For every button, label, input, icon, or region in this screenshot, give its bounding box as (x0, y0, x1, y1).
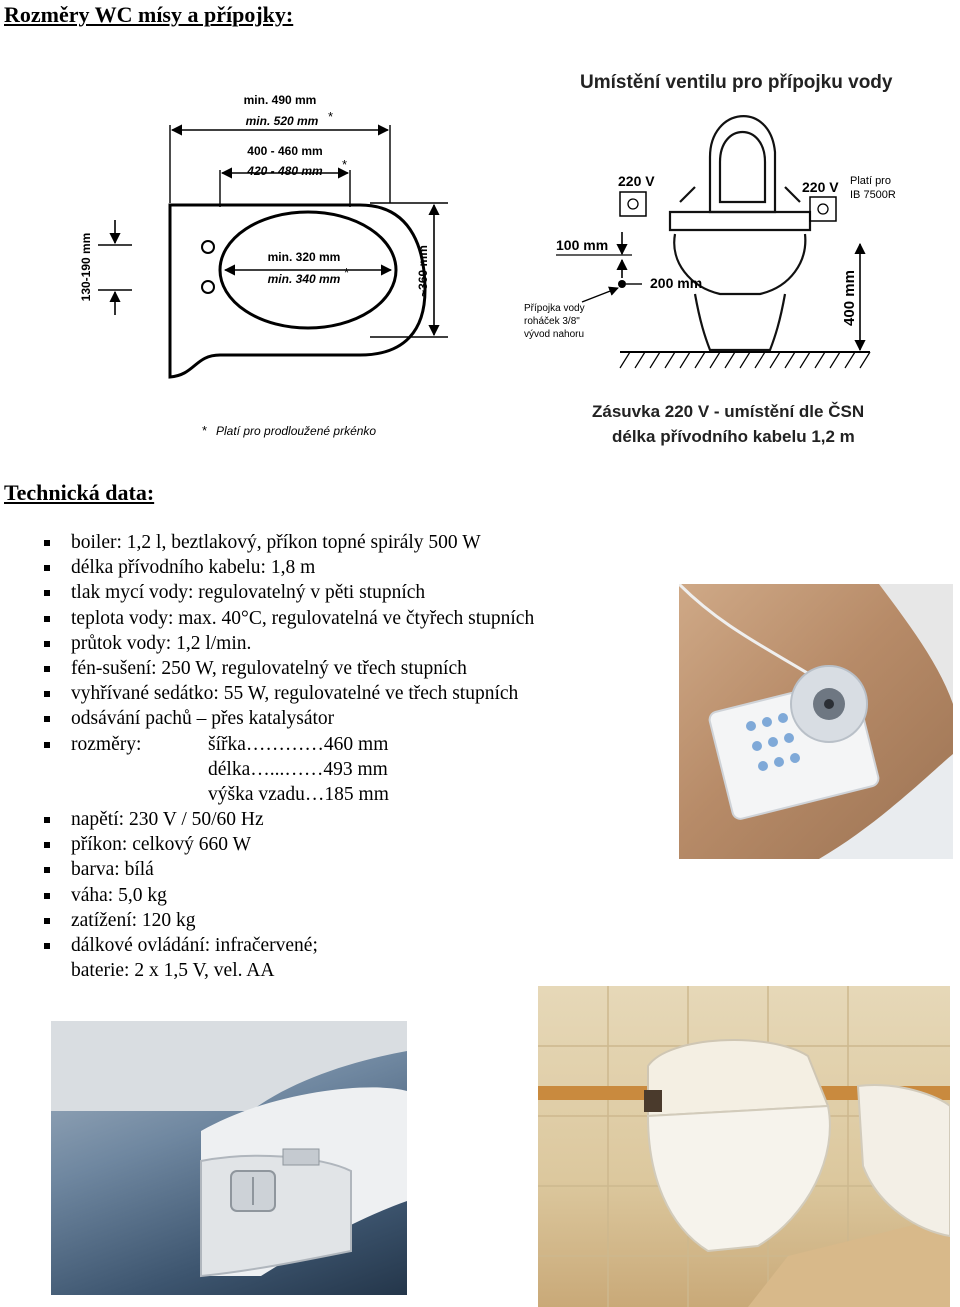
spec-item: tlak mycí vody: regulovatelný v pěti stupních (40, 580, 680, 605)
label-420-480: 420 - 480 mm (247, 164, 323, 178)
star-3: * (344, 265, 350, 280)
dimensions-heading: Rozměry WC mísy a přípojky: (4, 2, 294, 27)
spec-item: délka přívodního kabelu: 1,8 m (40, 555, 680, 580)
dim-400: 400 mm (841, 270, 858, 326)
control-panel-photo (679, 584, 953, 859)
spec-item: odsávání pachů – přes katalysátor (40, 706, 680, 731)
spec-item-dimensions: rozměry: šířka…………460 mm (40, 732, 680, 757)
bullet-square (44, 616, 50, 622)
spec-subitem (40, 782, 680, 807)
label-min-490: min. 490 mm (243, 93, 317, 107)
socket-note-line2: délka přívodního kabelu 1,2 m (612, 427, 855, 446)
technical-spec-list (40, 530, 680, 983)
label-130-190: 130-190 mm (79, 232, 93, 302)
applies-line1: Platí pro (850, 175, 891, 187)
toilet-top-view-diagram (70, 85, 450, 450)
star-2: * (342, 157, 348, 172)
bullet-square (44, 641, 50, 647)
water-valve-diagram (520, 62, 920, 457)
dimension-length: délka…...……493 mm (208, 758, 388, 780)
spec-item: fén-sušení: 250 W, regulovatelný ve třech stupních (40, 656, 680, 681)
spec-item: zatížení: 120 kg (40, 908, 680, 933)
bullet-square (44, 565, 50, 571)
bullet-square (44, 691, 50, 697)
bullet-square (44, 918, 50, 924)
dimension-height: výška vzadu…185 mm (208, 783, 389, 805)
seat-note: Platí pro prodloužené prkénko (216, 424, 377, 438)
label-360: ~360 mm (416, 245, 430, 297)
bullet-square (44, 666, 50, 672)
voltage-right: 220 V (802, 179, 839, 195)
bullet-square (44, 817, 50, 823)
dimension-width: šířka…………460 mm (208, 733, 389, 755)
dim-100: 100 mm (556, 237, 609, 253)
label-min-340: min. 340 mm (267, 272, 341, 286)
applies-line2: IB 7500R (850, 189, 896, 201)
star-1: * (328, 109, 334, 124)
connection-line3: vývod nahoru (524, 329, 585, 340)
technical-data-heading: Technická data: (4, 480, 155, 505)
spec-item: barva: bílá (40, 857, 680, 882)
dim-200: 200 mm (650, 275, 703, 291)
bullet-square (44, 893, 50, 899)
spec-item: průtok vody: 1,2 l/min. (40, 631, 680, 656)
bullet-square (44, 716, 50, 722)
connection-line1: Přípojka vody (524, 303, 585, 314)
spec-subitem (40, 757, 680, 782)
spec-item: teplota vody: max. 40°C, regulovatelná ve čtyřech stupních (40, 606, 680, 631)
label-min-520: min. 520 mm (245, 114, 319, 128)
bullet-square (44, 842, 50, 848)
label-min-320: min. 320 mm (267, 250, 341, 264)
bullet-square (44, 590, 50, 596)
spec-item-continuation: baterie: 2 x 1,5 V, vel. AA (71, 960, 275, 982)
spec-item: vyhřívané sedátko: 55 W, regulovatelné ve třech stupních (40, 681, 680, 706)
socket-note-line1: Zásuvka 220 V - umístění dle ČSN (592, 402, 865, 421)
spec-item: dálkové ovládání: infračervené; (40, 933, 680, 958)
spec-item: příkon: celkový 660 W (40, 832, 680, 857)
spec-item: boiler: 1,2 l, beztlakový, příkon topné spirály 500 W (40, 530, 680, 555)
spec-item: váha: 5,0 kg (40, 883, 680, 908)
valve-title: Umístění ventilu pro přípojku vody (580, 72, 893, 93)
seat-closeup-photo (51, 1021, 407, 1295)
bullet-square (44, 540, 50, 546)
bathroom-photo (538, 986, 950, 1307)
connection-line2: roháček 3/8" (524, 316, 580, 327)
label-400-460: 400 - 460 mm (247, 144, 323, 158)
spec-item: napětí: 230 V / 50/60 Hz (40, 807, 680, 832)
bullet-square (44, 867, 50, 873)
bullet-square (44, 742, 50, 748)
voltage-left: 220 V (618, 173, 655, 189)
star-note: * (202, 423, 208, 438)
bullet-square (44, 943, 50, 949)
